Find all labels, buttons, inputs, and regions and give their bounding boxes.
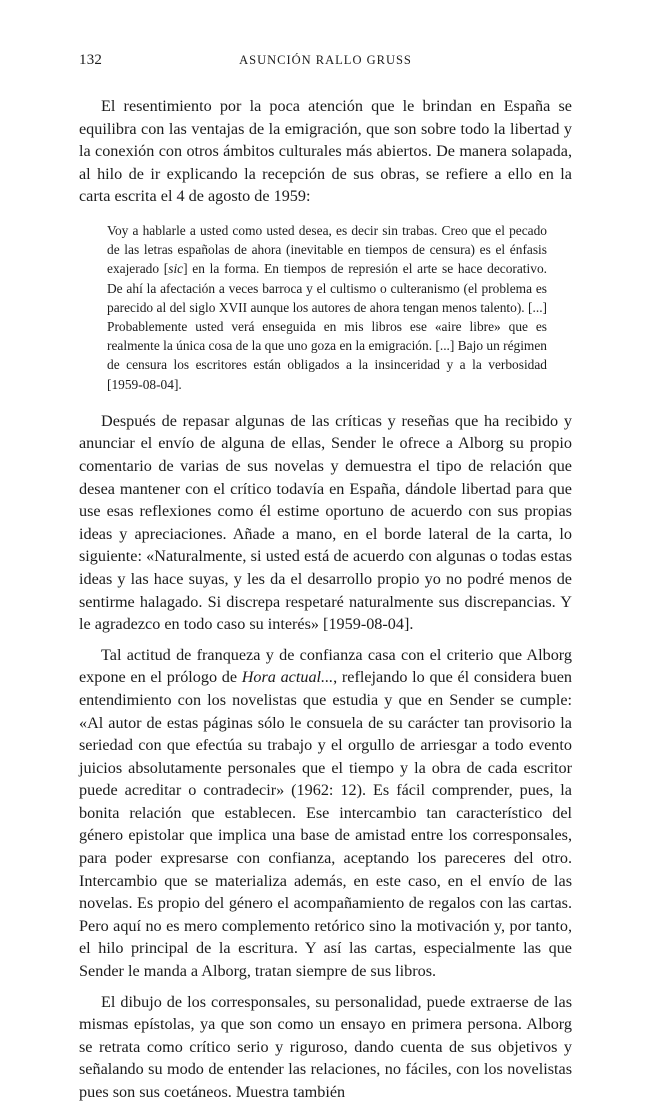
quote-sic: sic xyxy=(168,261,184,277)
paragraph-3-text-a: Tal actitud de franqueza y de confianza casa con el criterio que Alborg expone en el prólogo de xyxy=(79,645,572,687)
quote-text-a: Voy a hablarle a usted como usted desea, es decir sin trabas. Creo que el pecado de las letras españolas de ahora (inevitable en tiempos de censura) es el énfasis exajerado [ xyxy=(107,222,547,277)
paragraph-3 xyxy=(79,644,572,983)
paragraph-2: Después de repasar algunas de las críticas y reseñas que ha recibido y anunciar el envío de alguna de ellas, Sender le ofrece a Alborg su propio comentario de varias de sus novelas y demuestra el tipo de relación que desea mantener con el crítico todavía en España, dándole libertad para que use esas reflexiones como él estime oportuno de acuerdo con sus propias ideas y apreciaciones. Añade a mano, en el borde lateral de la carta, lo siguiente: «Naturalmente, si usted está de acuerdo con algunas o todas estas ideas y las hace suyas, y les da el desarrollo propio yo no podré menos de sentirme halagado. Si discrepa respetaré naturalmente sus discrepancias. Y le agradezco en todo caso su interés» [1959-08-04]. xyxy=(79,411,572,634)
page-number: 132 xyxy=(79,52,103,68)
block-quote xyxy=(79,221,547,394)
page-body xyxy=(79,95,572,1104)
quote-text-b: ] en la forma. En tiempos de represión el arte se hace decorativo. De ahí la afectación a veces barroca y el cultismo o culteranismo (el problema es parecido al del siglo XVII aunque los autores de ahora tengan menos talento). [...] Probablemente usted verá enseguida en mis libros ese «aire libre» que es realmente la única cosa de la que uno goza en la emigración. [...] Bajo un régimen de censura los escritores están obligados a la insinceridad y a la verbosidad [1959-08-04]. xyxy=(107,261,547,392)
book-title-hora-actual: Hora actual... xyxy=(241,668,334,687)
paragraph-4: El dibujo de los corresponsales, su personalidad, puede extraerse de las mismas epístolas, ya que son como un ensayo en primera persona. Alborg se retrata como crítico serio y riguroso, dando cuenta de sus objetivos y señalando su modo de entender las relaciones, no fáciles, con los novelistas pues son sus coetáneos. Muestra también xyxy=(79,992,572,1102)
paragraph-3-text-b: , reflejando lo que él considera buen entendimiento con los novelistas que estudia y que en Sender se cumple: «Al autor de estas páginas sólo le consuela de su carácter tan provisorio la seriedad con que efectúa su trabajo y el orgullo de arriesgar a todo evento juicios absolutamente personales que el tiempo y la obra de cada escritor puede acreditar o contradecir» (1962: 12). Es fácil comprender, pues, la bonita relación que establecen. Ese intercambio tan característico del género epistolar que implica una base de amistad entre los corresponsales, para poder expresarse con confianza, aceptando los pareceres del otro. Intercambio que se materializa además, en este caso, en el envío de las novelas. Es propio del género el acompañamiento de regalos con las cartas. Pero aquí no es mero complemento retórico sino la motivación y, por tanto, el hilo principal de la escritura. Y así las cartas, especialmente las que Sender le manda a Alborg, tratan siempre de sus libros. xyxy=(79,668,573,981)
paragraph-1: El resentimiento por la poca atención que le brindan en España se equilibra con las ventajas de la emigración, que son sobre todo la libertad y la conexión con otros ámbitos culturales más abiertos. De manera solapada, al hilo de ir explicando la recepción de sus obras, se refiere a ello en la carta escrita el 4 de agosto de 1959: xyxy=(79,97,572,206)
running-title: ASUNCIÓN RALLO GRUSS xyxy=(239,53,412,67)
page-header xyxy=(79,52,572,74)
